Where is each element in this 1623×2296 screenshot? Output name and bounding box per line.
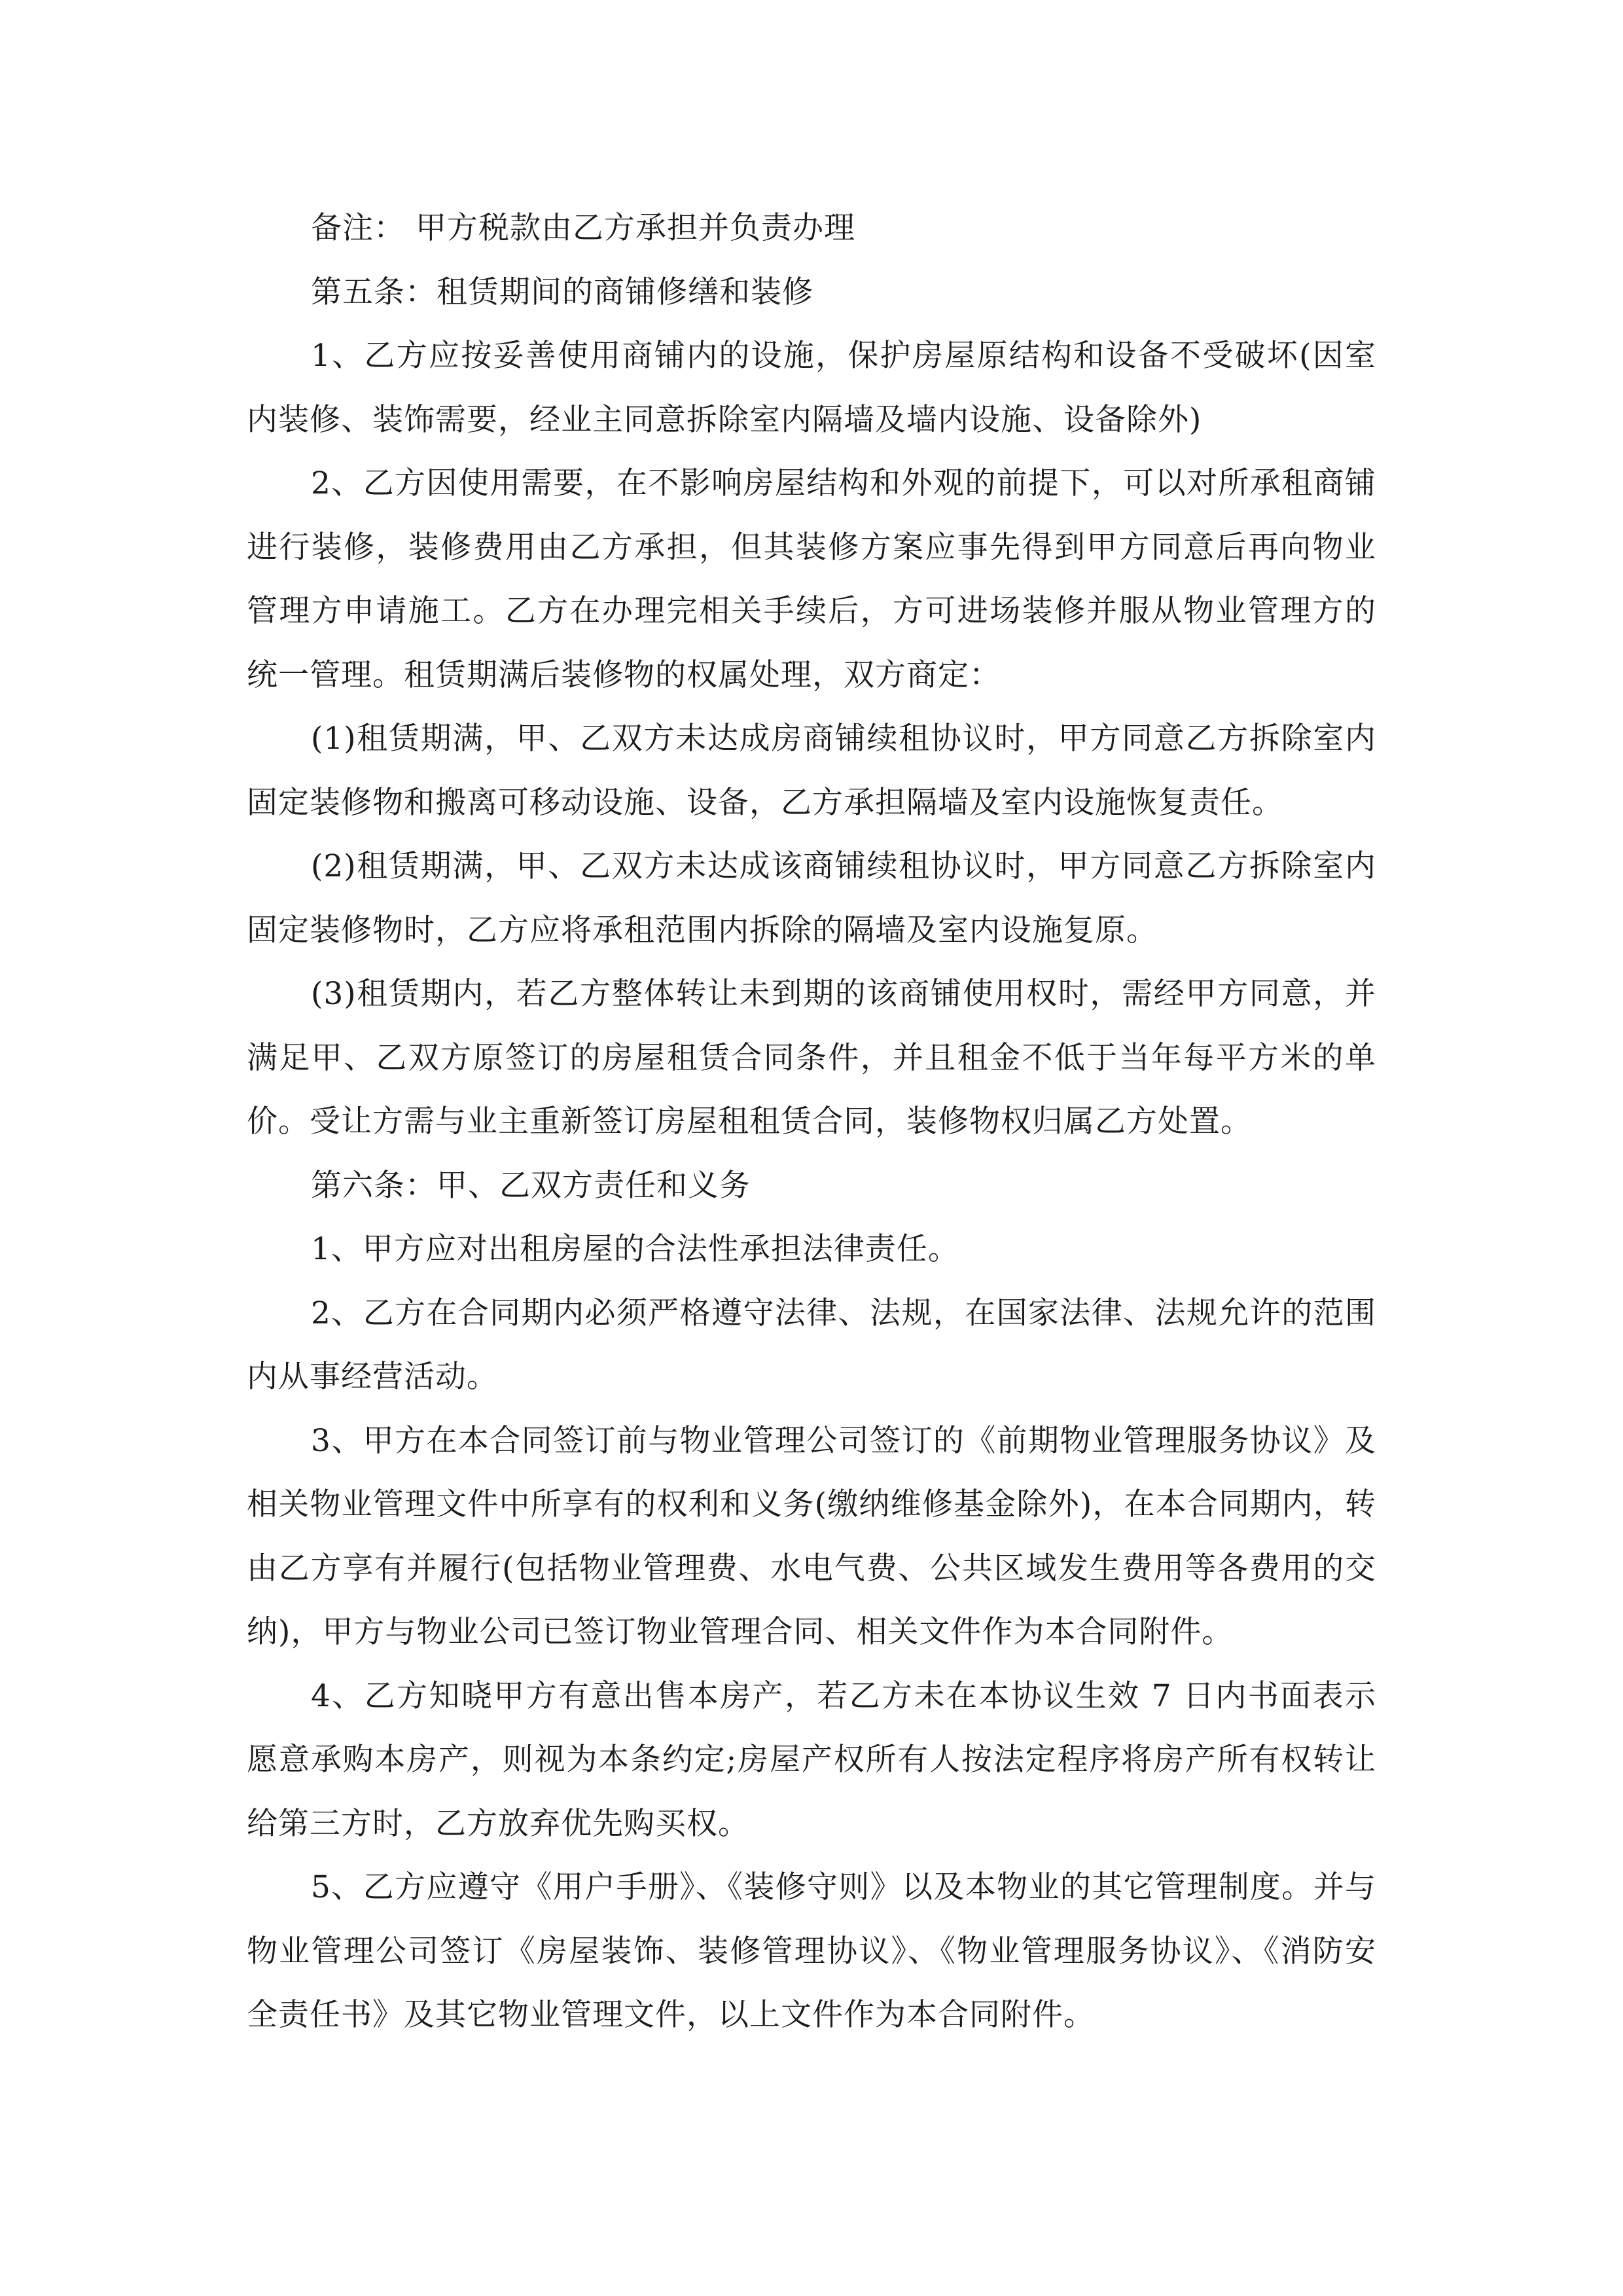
article-5-sub-2: (2)租赁期满，甲、乙双方未达成该商铺续租协议时，甲方同意乙方拆除室内固定装修物时，乙方应将承租范围内拆除的隔墙及室内设施复原。 xyxy=(247,848,1376,948)
article-6-clause-1: 1、甲方应对出租房屋的合法性承担法律责任。 xyxy=(311,1231,959,1267)
article-6-clause-3: 3、甲方在本合同签订前与物业管理公司签订的《前期物业管理服务协议》及相关物业管理文件中所享有的权利和义务(缴纳维修基金除外)，在本合同期内，转由乙方享有并履行(包括物业管理费、水电气费、公共区域发生费用等各费用的交纳)，甲方与物业公司已签订物业管理合同、相关文件作为本合同附件。 xyxy=(247,1422,1376,1650)
article-5-heading: 第五条：租赁期间的商铺修缮和装修 xyxy=(311,274,813,310)
article-6-clause-5: 5、乙方应遵守《用户手册》、《装修守则》以及本物业的其它管理制度。并与物业管理公司签订《房屋装饰、装修管理协议》、《物业管理服务协议》、《消防安全责任书》及其它物业管理文件，以上文件作为本合同附件。 xyxy=(247,1869,1376,2033)
article-6-heading: 第六条：甲、乙双方责任和义务 xyxy=(311,1167,751,1204)
article-6-clause-2: 2、乙方在合同期内必须严格遵守法律、法规，在国家法律、法规允许的范围内从事经营活动。 xyxy=(247,1295,1376,1395)
note-paragraph: 备注： 甲方税款由乙方承担并负责办理 xyxy=(311,210,855,246)
article-5-clause-2: 2、乙方因使用需要，在不影响房屋结构和外观的前提下，可以对所承租商铺进行装修，装修费用由乙方承担，但其装修方案应事先得到甲方同意后再向物业管理方申请施工。乙方在办理完相关手续后，方可进场装修并服从物业管理方的统一管理。租赁期满后装修物的权属处理，双方商定： xyxy=(247,465,1376,693)
article-5-sub-1: (1)租赁期满，甲、乙双方未达成房商铺续租协议时，甲方同意乙方拆除室内固定装修物和搬离可移动设施、设备，乙方承担隔墙及室内设施恢复责任。 xyxy=(247,721,1376,821)
article-6-clause-4: 4、乙方知晓甲方有意出售本房产，若乙方未在本协议生效 7 日内书面表示愿意承购本房产，则视为本条约定;房屋产权所有人按法定程序将房产所有权转让给第三方时，乙方放弃优先购买权。 xyxy=(247,1677,1376,1842)
article-5-sub-3: (3)租赁期内，若乙方整体转让未到期的该商铺使用权时，需经甲方同意，并满足甲、乙双方原签订的房屋租赁合同条件，并且租金不低于当年每平方米的单价。受让方需与业主重新签订房屋租租赁合同，装修物权归属乙方处置。 xyxy=(247,976,1376,1139)
article-5-clause-1: 1、乙方应按妥善使用商铺内的设施，保护房屋原结构和设备不受破坏(因室内装修、装饰需要，经业主同意拆除室内隔墙及墙内设施、设备除外) xyxy=(247,338,1376,438)
document-body xyxy=(247,196,1376,2047)
